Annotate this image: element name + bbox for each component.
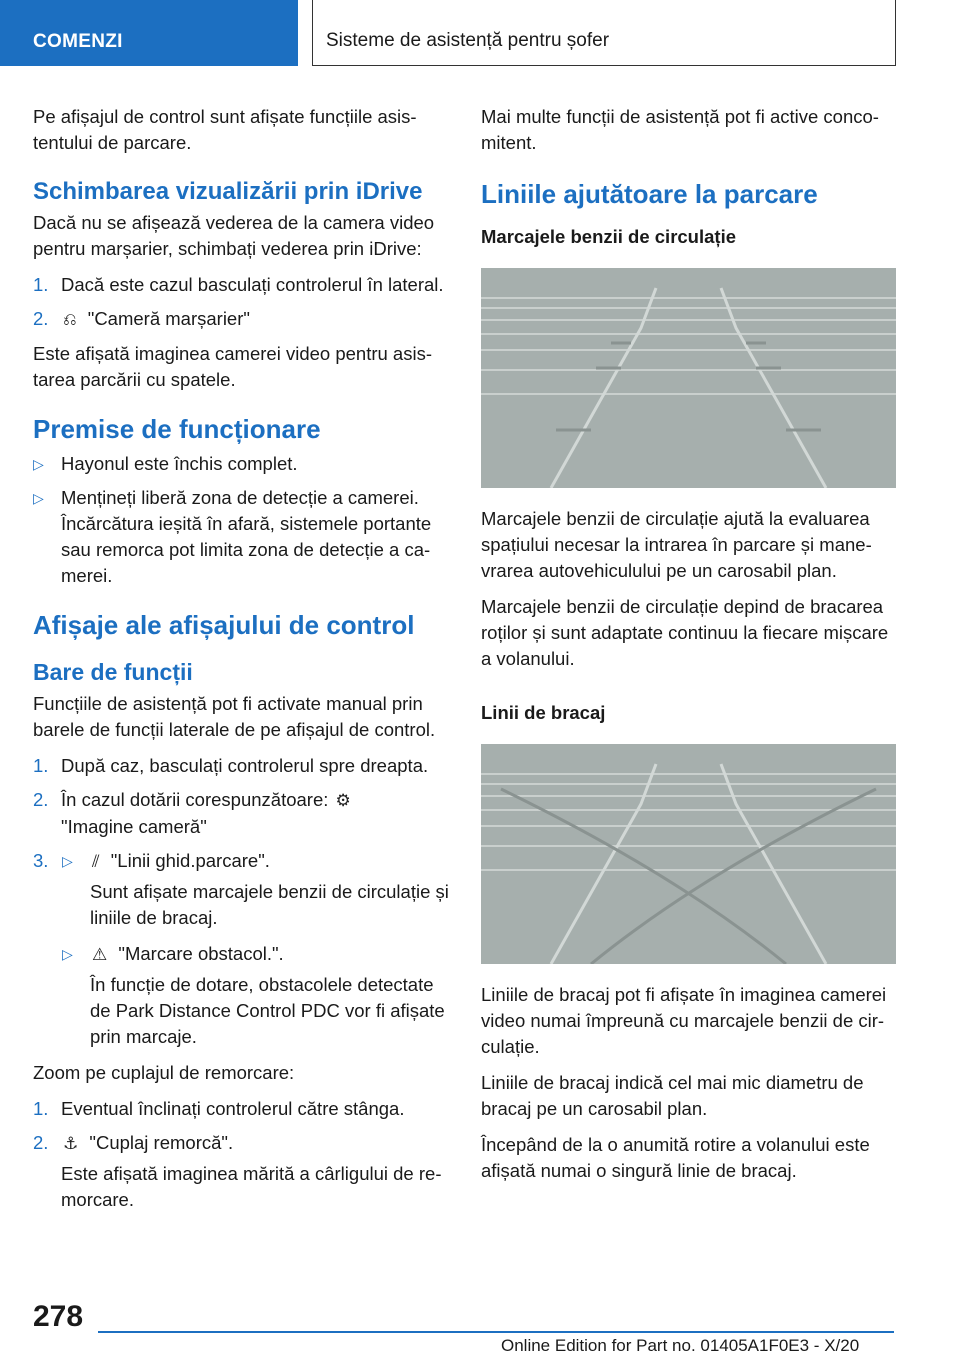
parking-guide-lines-icon: ⫽ [92,852,100,872]
step-number: 1. [33,274,49,295]
list-item [33,1096,453,1122]
intro-paragraph: Pe afișajul de control sunt afișate funcțiile asistentului de parcare. [33,106,417,153]
step-text: "Marcare obstacol.". [118,943,284,964]
page-number: 278 [33,1300,84,1333]
list-item [33,306,453,333]
idrive-after-paragraph: Este afișată imaginea camerei video pentru asistarea parcării cu spatele. [33,343,432,390]
bare-steps [33,753,453,875]
section-tab [0,0,298,66]
heading-premise: Premise de funcționare [33,414,321,444]
triangle-bullet-icon: ▷ [33,490,44,506]
step-detail: Este afișată imaginea mărită a cârligului de remorcare. [61,1163,442,1210]
footer-edition: Online Edition for Part no. 01405A1F0E3 - X/20 [501,1336,860,1355]
list-item [33,1130,453,1157]
page-header [0,0,960,66]
list-item [33,753,453,779]
list-item [33,848,453,875]
trailer-hitch-icon: ⚓ [63,1134,79,1154]
chapter-title: Sisteme de asistență pentru șofer [326,30,610,51]
chapter-title-box [312,0,896,66]
triangle-bullet-icon: ▷ [62,946,73,962]
heading-linii: Liniile ajutătoare la parcare [481,179,818,209]
zoom-steps [33,1096,453,1157]
list-item [33,787,453,840]
step-text: În cazul dotării corespunzătoare: [61,789,329,810]
bare-paragraph: Funcțiile de asistență pot fi activate manual prin barele de funcții laterale de pe afișajul de control. [33,693,436,740]
step-number: 1. [33,755,49,776]
section-label: COMENZI [33,31,123,52]
bracaj-paragraph-1: Liniile de bracaj pot fi afișate în imaginea camerei video numai împreună cu marcajele benzii de circulație. [481,984,887,1057]
triangle-bullet-icon: ▷ [33,456,44,472]
heading-marcaje: Marcajele benzii de circulație [481,226,736,247]
camera-reverse-icon: ⎌ [63,310,77,330]
step-number: 3. [33,850,49,871]
camera-settings-icon: ⚙ [335,791,351,811]
heading-bare: Bare de funcții [33,659,193,685]
step-text: Dacă este cazul basculați controlerul în lateral. [61,274,444,295]
step-text: "Imagine cameră" [61,816,207,837]
heading-idrive: Schimbarea vizualizării prin iDrive [33,178,423,205]
marcaje-paragraph-1: Marcajele benzii de circulație ajută la evaluarea spațiului necesar la intrarea în parcare și manevrarea autovehiculului pe un carosabil plan. [481,508,872,581]
heading-bracaj: Linii de bracaj [481,702,606,723]
left-column [33,104,453,1223]
list-item [33,485,453,589]
zoom-paragraph: Zoom pe cuplajul de remorcare: [33,1062,295,1083]
step-number: 2. [33,789,49,810]
right-column [481,104,901,1194]
idrive-steps [33,272,453,333]
premise-list [33,451,453,589]
marcaje-paragraph-2: Marcajele benzii de circulație depind de bracarea roților și sunt adaptate continuu la fiecare mișcare a volanului. [481,596,889,669]
idrive-paragraph: Dacă nu se afișează vederea de la camera video pentru marșarier, schimbați vederea prin iDrive: [33,212,435,259]
item-text: Mențineți liberă zona de detecție a camerei. Încărcătura ieșită în afară, sistemele portante sau remorca pot limita zona de detecție a camerei. [61,487,432,586]
heading-afisaje: Afișaje ale afișajului de control [33,610,415,640]
footer-divider [98,1331,894,1333]
step-text: "Linii ghid.parcare". [110,850,270,871]
step-number: 1. [33,1098,49,1119]
list-item [33,941,453,968]
bracaj-paragraph-3: Începând de la o anumită rotire a volanului este afișată numai o singură linie de bracaj. [481,1134,870,1181]
step-number: 2. [33,308,49,329]
step-text: "Cameră marșarier" [87,308,250,329]
bracaj-paragraph-2: Liniile de bracaj indică cel mai mic diametru de bracaj pe un carosabil plan. [481,1072,864,1119]
step-text: "Cuplaj remorcă". [89,1132,234,1153]
obstacle-marking-icon: ⚠ [92,945,108,965]
list-item [33,451,453,477]
step-detail: În funcție de dotare, obstacolele detectate de Park Distance Control PDC vor fi afișate prin marcaje. [90,974,445,1047]
list-item [33,272,453,298]
multi-paragraph: Mai multe funcții de asistență pot fi active concomitent. [481,106,879,153]
turning-lines-image [481,744,896,964]
step-text: După caz, basculați controlerul spre dreapta. [61,755,429,776]
lane-markings-image [481,268,896,488]
step-number: 2. [33,1132,49,1153]
item-text: Hayonul este închis complet. [61,453,298,474]
step-detail: Sunt afișate marcajele benzii de circulație și liniile de bracaj. [90,881,449,928]
triangle-bullet-icon: ▷ [62,853,73,869]
step-text: Eventual înclinați controlerul către stânga. [61,1098,405,1119]
